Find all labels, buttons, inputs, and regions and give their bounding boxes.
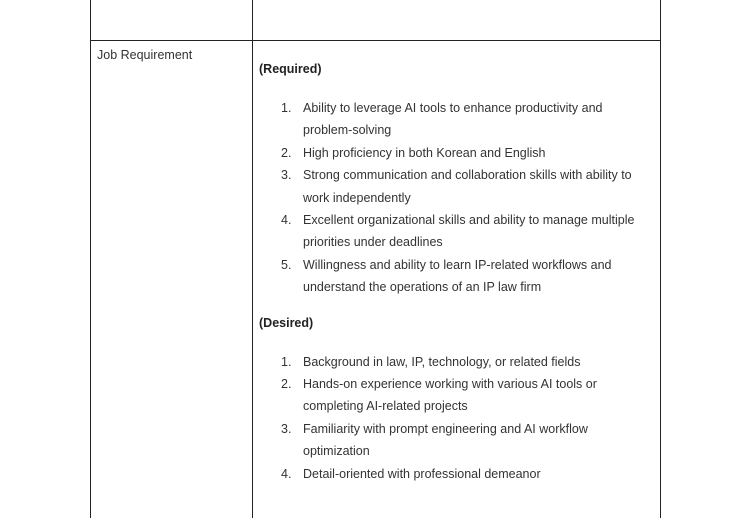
list-item — [259, 351, 655, 373]
list-number: 4. — [281, 466, 292, 481]
list-item — [259, 418, 655, 463]
list-item-text: Familiarity with prompt engineering and AI workflow optimization — [303, 421, 588, 459]
list-number: 3. — [281, 168, 292, 183]
list-item — [259, 463, 655, 485]
list-item-text: High proficiency in both Korean and English — [303, 145, 546, 160]
list-item — [259, 164, 655, 209]
list-item — [259, 209, 655, 254]
desired-heading: (Desired) — [259, 315, 314, 330]
list-item — [259, 97, 655, 142]
list-number: 1. — [281, 101, 292, 115]
column-divider — [252, 0, 253, 518]
required-list — [259, 97, 655, 299]
list-number: 5. — [281, 257, 292, 272]
list-item-text: Hands-on experience working with various AI tools or completing AI-related projects — [303, 377, 597, 414]
list-item-text: Background in law, IP, technology, or related fields — [303, 354, 581, 369]
list-number: 4. — [281, 213, 292, 228]
desired-list — [259, 351, 655, 485]
requirements-table — [90, 0, 661, 518]
row-label-job-requirement: Job Requirement — [97, 48, 193, 62]
list-number: 3. — [281, 421, 292, 436]
list-number: 1. — [281, 354, 292, 369]
list-item — [259, 142, 655, 164]
list-number: 2. — [281, 145, 292, 160]
list-item-text: Willingness and ability to learn IP-related workflows and understand the operations of an IP law firm — [303, 257, 612, 295]
list-item — [259, 373, 655, 418]
required-heading: (Required) — [259, 62, 322, 76]
list-item-text: Detail-oriented with professional demeanor — [303, 466, 541, 481]
list-number: 2. — [281, 377, 292, 392]
table-row-previous — [91, 0, 660, 41]
requirements-content — [259, 61, 655, 485]
list-item-text: Strong communication and collaboration skills with ability to work independently — [303, 168, 632, 205]
list-item-text: Excellent organizational skills and ability to manage multiple priorities under deadlines — [303, 213, 635, 250]
list-item — [259, 254, 655, 299]
list-item-text: Ability to leverage AI tools to enhance productivity and problem-solving — [303, 101, 603, 138]
